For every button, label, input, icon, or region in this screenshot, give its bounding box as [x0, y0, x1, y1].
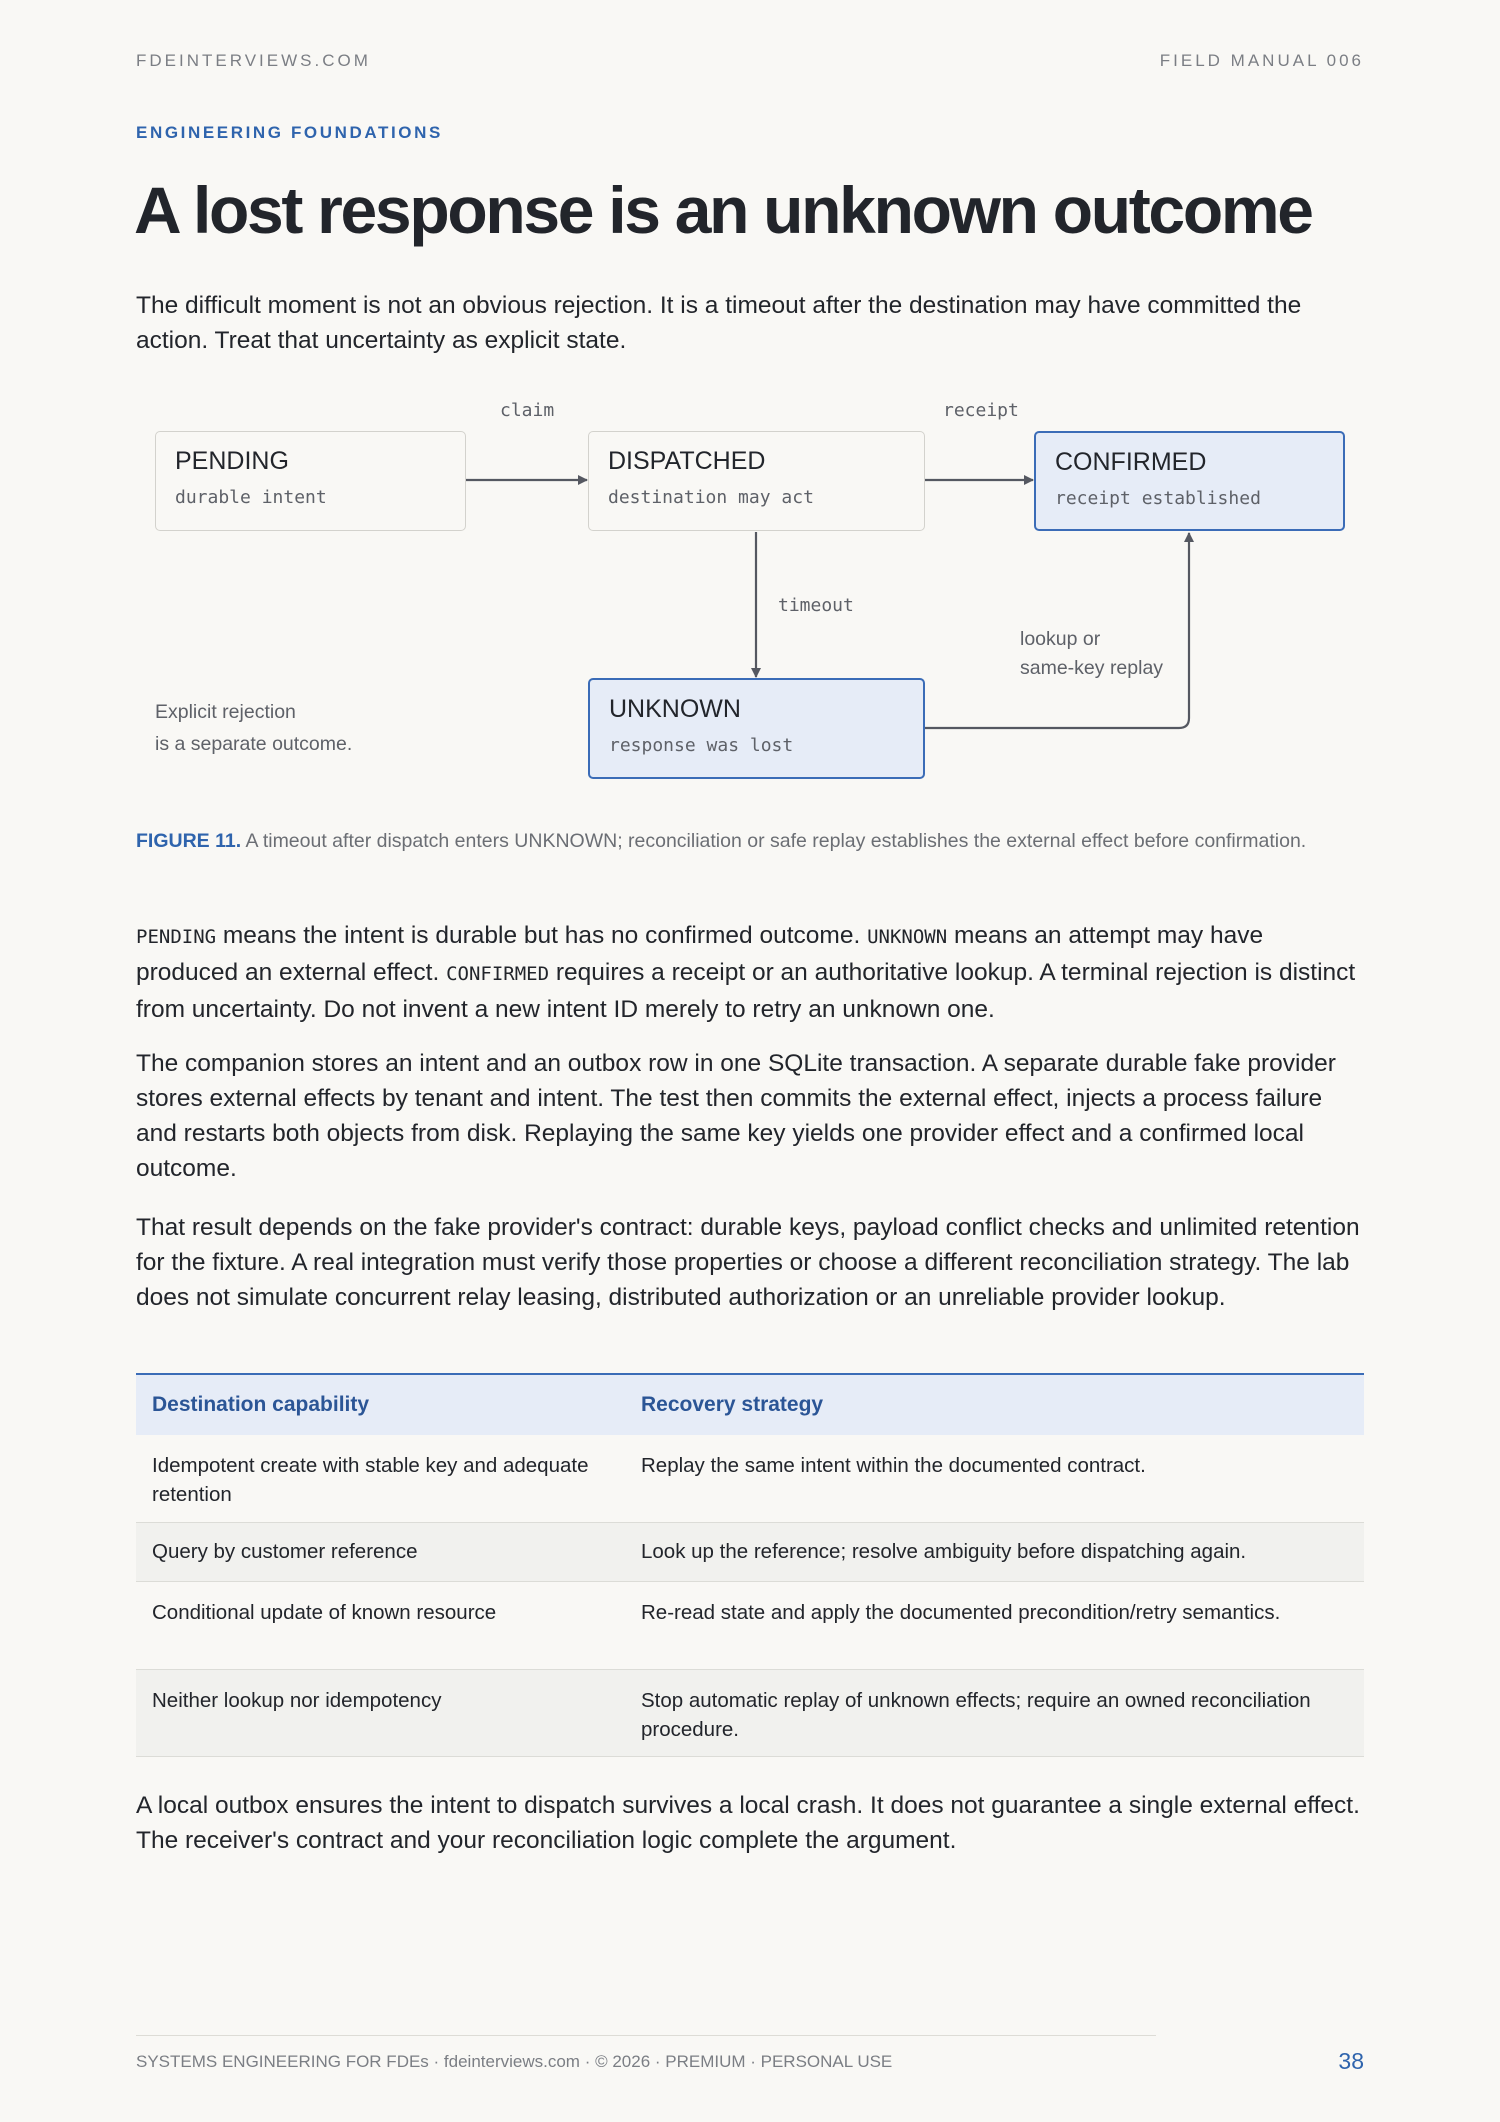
page-number: 38: [1338, 2048, 1364, 2074]
site-name: FDEINTERVIEWS.COM: [136, 51, 371, 70]
table-row: [136, 1523, 1364, 1582]
edge-label-receipt: receipt: [943, 400, 1019, 421]
table-header-row: [136, 1375, 1364, 1435]
state-confirmed: [1034, 431, 1345, 531]
rejection-note-line1: Explicit rejection: [155, 701, 296, 723]
table-cell: Neither lookup nor idempotency: [152, 1689, 442, 1712]
table-cell: Idempotent create with stable key and adequate retention: [152, 1454, 589, 1506]
table-row: [136, 1582, 1364, 1670]
code-pending: PENDING: [136, 926, 217, 948]
state-dispatched: [588, 431, 925, 531]
section-kicker: ENGINEERING FOUNDATIONS: [136, 123, 443, 142]
code-confirmed: CONFIRMED: [446, 963, 550, 985]
table-cell: Re-read state and apply the documented precondition/retry semantics.: [641, 1601, 1281, 1624]
states-text-3: requires a receipt or an authoritative lookup. A terminal rejection is distinct from uncertainty. Do not invent a new intent ID merely to retry an unknown one.: [136, 959, 1356, 1023]
figure-caption-text: A timeout after dispatch enters UNKNOWN; reconciliation or safe replay establishes the external effect before confirmation.: [245, 830, 1307, 852]
figure-label: FIGURE 11.: [136, 830, 242, 852]
page-title: A lost response is an unknown outcome: [134, 173, 1312, 247]
state-description: durable intent: [175, 487, 327, 508]
state-name: UNKNOWN: [609, 695, 741, 723]
companion-paragraph: The companion stores an intent and an outbox row in one SQLite transaction. A separate durable fake provider stores external effects by tenant and intent. The test then commits the external effect, injects a process failure and restarts both objects from disk. Replaying the same key yields one provider effect and a confirmed local outcome.: [136, 1050, 1336, 1182]
table-row: [136, 1435, 1364, 1523]
table-cell: Replay the same intent within the documented contract.: [641, 1454, 1146, 1477]
edge-label-lookup-line1: lookup or: [1020, 628, 1101, 650]
rejection-note: [155, 696, 352, 760]
edge-label-lookup-line2: same-key replay: [1020, 657, 1164, 679]
states-text-2: means an attempt may have produced an external effect.: [136, 922, 1264, 986]
edge-label-timeout: timeout: [778, 595, 854, 616]
code-unknown: UNKNOWN: [867, 926, 948, 948]
table-cell: Query by customer reference: [152, 1540, 418, 1563]
table-cell: Look up the reference; resolve ambiguity before dispatching again.: [641, 1540, 1247, 1563]
rejection-note-line2: is a separate outcome.: [155, 733, 353, 755]
states-paragraph: [136, 918, 1366, 1027]
table-row: [136, 1670, 1364, 1757]
state-pending: [155, 431, 466, 531]
column-header: Destination capability: [152, 1393, 370, 1416]
edge-label-lookup: [1020, 625, 1163, 683]
state-unknown: [588, 678, 925, 779]
manual-label: FIELD MANUAL 006: [1159, 51, 1364, 70]
state-name: PENDING: [175, 447, 289, 475]
table-cell: Conditional update of known resource: [152, 1601, 497, 1624]
table-cell: Stop automatic replay of unknown effects; require an owned reconciliation procedure.: [641, 1689, 1311, 1741]
column-header: Recovery strategy: [641, 1393, 824, 1416]
provider-contract-paragraph: That result depends on the fake provider's contract: durable keys, payload conflict checks and unlimited retention for the fixture. A real integration must verify those properties or choose a different reconciliation strategy. The lab does not simulate concurrent relay leasing, distributed authorization or an unreliable provider lookup.: [136, 1214, 1360, 1311]
state-description: receipt established: [1055, 488, 1261, 509]
figure-caption: [136, 827, 1366, 856]
footer-divider: [136, 2035, 1156, 2036]
states-text-1: means the intent is durable but has no confirmed outcome.: [216, 922, 868, 949]
recovery-table: [136, 1373, 1364, 1757]
intro-paragraph: The difficult moment is not an obvious rejection. It is a timeout after the destination may have committed the action. Treat that uncertainty as explicit state.: [136, 292, 1302, 354]
state-name: CONFIRMED: [1055, 448, 1207, 476]
state-description: response was lost: [609, 735, 794, 756]
state-name: DISPATCHED: [608, 447, 766, 475]
footer-text: SYSTEMS ENGINEERING FOR FDEs · fdeinterviews.com · © 2026 · PREMIUM · PERSONAL USE: [136, 2052, 893, 2071]
edge-label-claim: claim: [500, 400, 555, 421]
state-description: destination may act: [608, 487, 814, 508]
closing-paragraph: A local outbox ensures the intent to dispatch survives a local crash. It does not guarantee a single external effect. The receiver's contract and your reconciliation logic complete the argument.: [136, 1792, 1360, 1854]
